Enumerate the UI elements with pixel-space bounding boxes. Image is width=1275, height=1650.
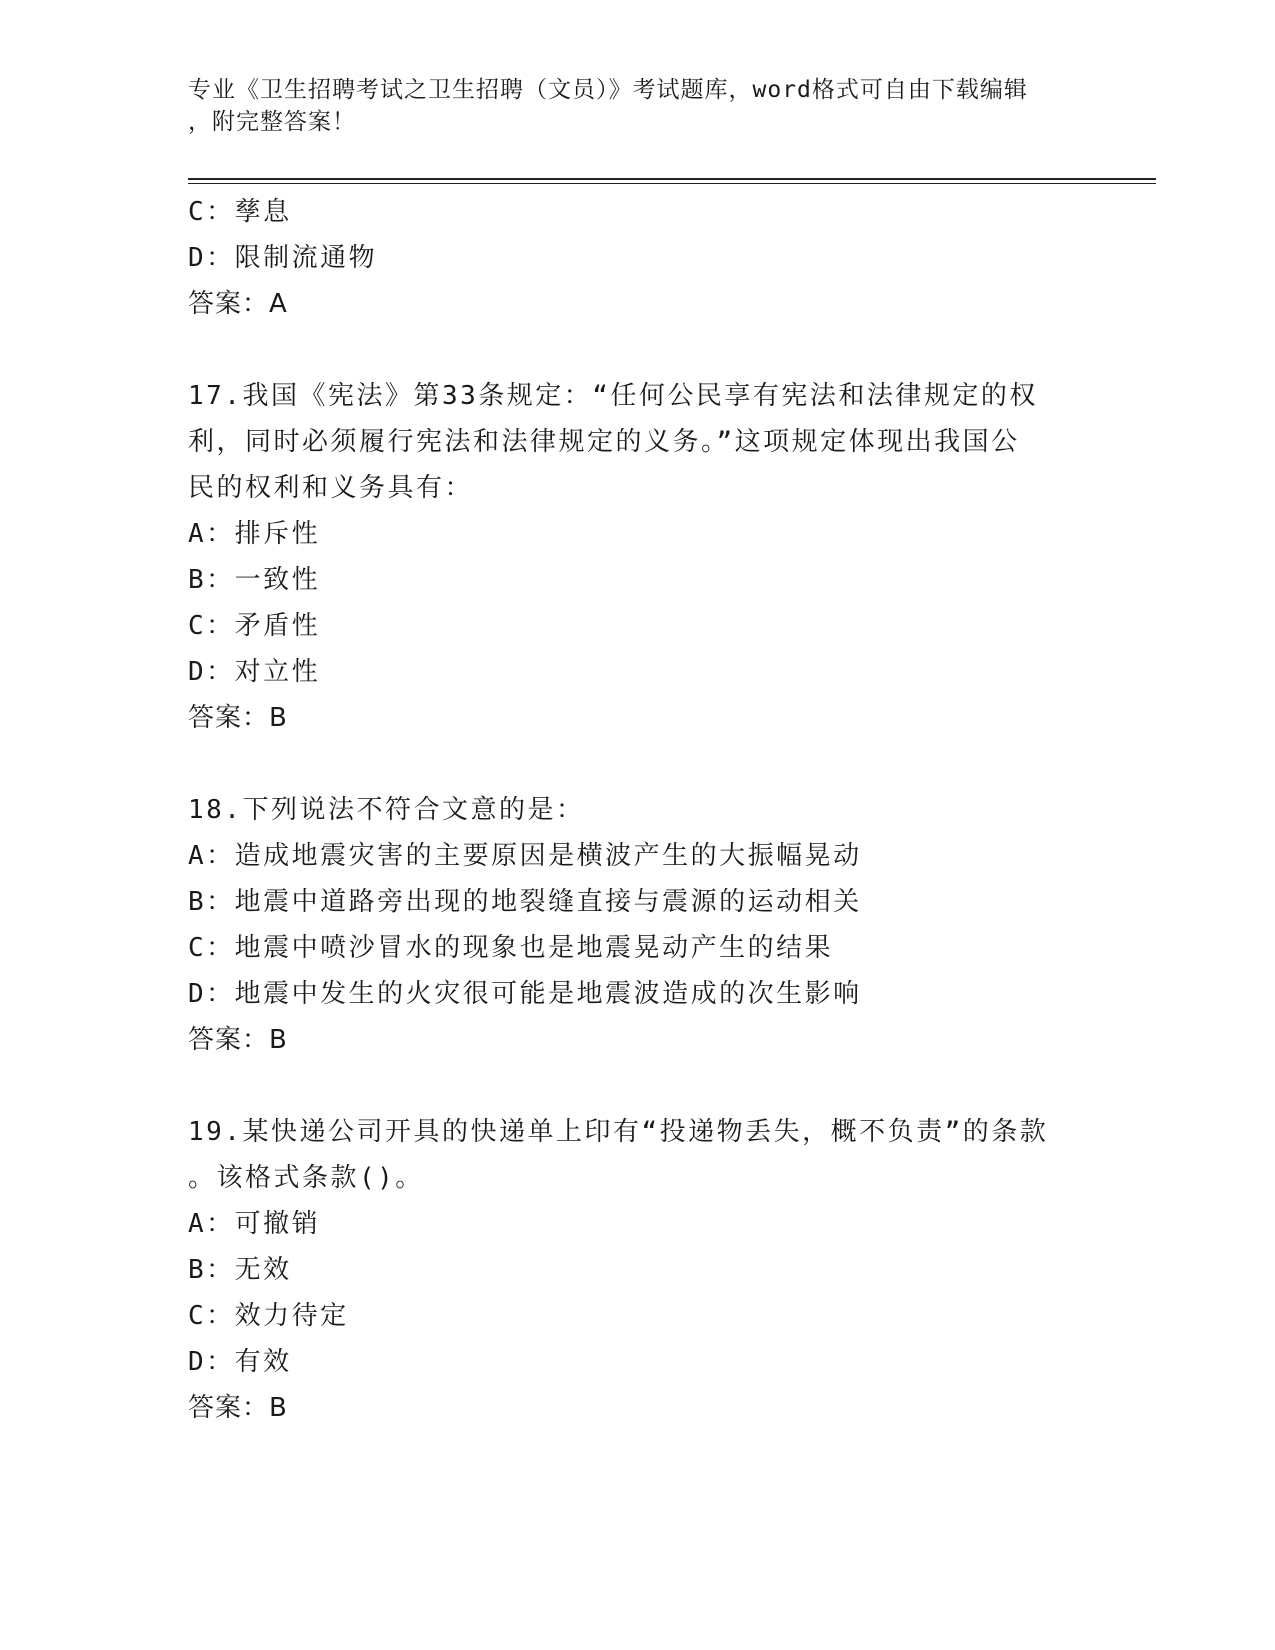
question-stem-line: 利，同时必须履行宪法和法律规定的义务。”这项规定体现出我国公 [188, 427, 1020, 457]
header-rule-thick [188, 178, 1156, 180]
header-rule-thin [188, 183, 1156, 184]
answer: 答案：A [188, 289, 288, 319]
question-stem-line: 18.下列说法不符合文意的是： [188, 795, 585, 825]
question-18 [188, 787, 1148, 1063]
option-a: A：造成地震灾害的主要原因是横波产生的大振幅晃动 [188, 841, 862, 871]
option-b: B：无效 [188, 1255, 292, 1285]
answer: 答案：B [188, 1025, 288, 1055]
option-c: C：矛盾性 [188, 611, 321, 641]
answer: 答案：B [188, 703, 288, 733]
option-d: D：地震中发生的火灾很可能是地震波造成的次生影响 [188, 979, 862, 1009]
question-16-partial [188, 189, 1148, 327]
document-header [188, 74, 1088, 138]
question-stem-line: 。该格式条款()。 [188, 1163, 424, 1193]
header-line-2: ，附完整答案！ [188, 109, 356, 135]
question-stem-line: 民的权利和义务具有： [188, 473, 474, 503]
option-a: A：可撤销 [188, 1209, 321, 1239]
option-d: D：限制流通物 [188, 243, 378, 273]
question-19 [188, 1109, 1148, 1431]
header-line-1: 专业《卫生招聘考试之卫生招聘（文员）》考试题库，word格式可自由下载编辑 [188, 77, 1028, 103]
question-stem-line: 19.某快递公司开具的快递单上印有“投递物丢失，概不负责”的条款 [188, 1117, 1049, 1147]
option-b: B：一致性 [188, 565, 321, 595]
option-b: B：地震中道路旁出现的地裂缝直接与震源的运动相关 [188, 887, 862, 917]
question-list [188, 189, 1148, 1431]
option-d: D：对立性 [188, 657, 321, 687]
option-c: C：效力待定 [188, 1301, 349, 1331]
option-c: C：孳息 [188, 197, 292, 227]
option-c: C：地震中喷沙冒水的现象也是地震晃动产生的结果 [188, 933, 834, 963]
question-stem-line: 17.我国《宪法》第33条规定：“任何公民享有宪法和法律规定的权 [188, 381, 1038, 411]
option-d: D：有效 [188, 1347, 292, 1377]
option-a: A：排斥性 [188, 519, 321, 549]
question-17 [188, 373, 1148, 741]
answer: 答案：B [188, 1393, 288, 1423]
